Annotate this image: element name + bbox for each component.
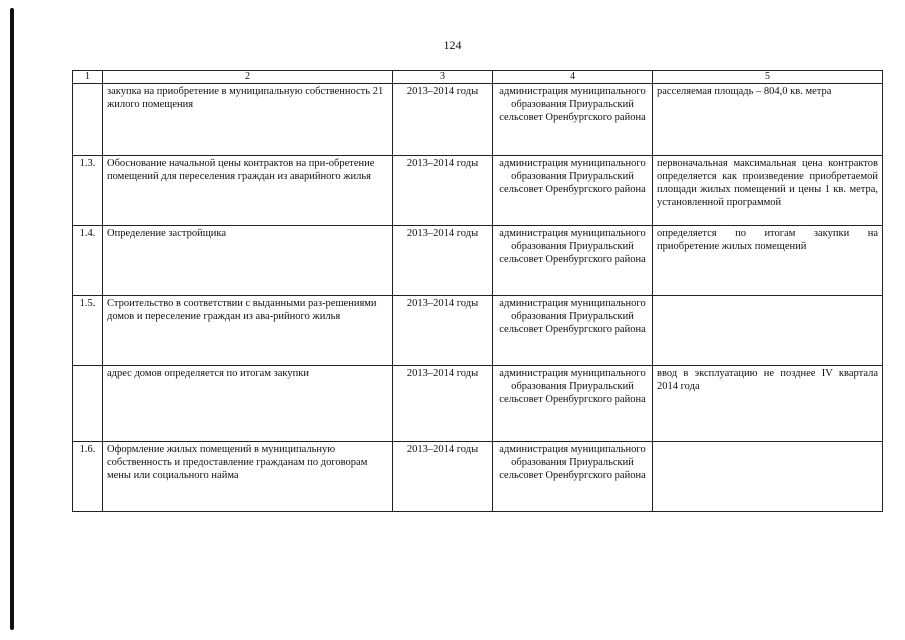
header-cell-5: 5 xyxy=(653,71,883,84)
table-row xyxy=(73,156,883,226)
item-number: 1.6. xyxy=(73,442,103,512)
table-row xyxy=(73,84,883,156)
event-cell: закупка на приобретение в муниципальную собственность 21 жилого помещения xyxy=(103,84,393,156)
executor-cell: администрация муниципального образования Приуральский сельсовет Оренбургского района xyxy=(493,156,653,226)
scan-edge-mark xyxy=(10,8,14,630)
executor-cell: администрация муниципального образования Приуральский сельсовет Оренбургского района xyxy=(493,366,653,442)
event-cell: адрес домов определяется по итогам закупки xyxy=(103,366,393,442)
executor-cell: администрация муниципального образования Приуральский сельсовет Оренбургского района xyxy=(493,84,653,156)
header-cell-1: 1 xyxy=(73,71,103,84)
executor-cell: администрация муниципального образования Приуральский сельсовет Оренбургского района xyxy=(493,296,653,366)
page-number: 124 xyxy=(443,38,462,52)
item-number: 1.5. xyxy=(73,296,103,366)
table-row xyxy=(73,296,883,366)
period-cell: 2013–2014 годы xyxy=(393,366,493,442)
item-number: 1.3. xyxy=(73,156,103,226)
result-cell xyxy=(653,442,883,512)
item-number: 1.4. xyxy=(73,226,103,296)
header-cell-4: 4 xyxy=(493,71,653,84)
header-row xyxy=(73,71,883,84)
event-cell: Определение застройщика xyxy=(103,226,393,296)
program-table xyxy=(72,70,883,512)
result-cell: первоначальная максимальная цена контрактов определяется как произведение приобретаемой площади жилых помещений и цены 1 кв. метра, установленной программой xyxy=(653,156,883,226)
result-cell: определяется по итогам закупки на приобретение жилых помещений xyxy=(653,226,883,296)
result-cell xyxy=(653,296,883,366)
executor-cell: администрация муниципального образования Приуральский сельсовет Оренбургского района xyxy=(493,442,653,512)
period-cell: 2013–2014 годы xyxy=(393,442,493,512)
item-number xyxy=(73,366,103,442)
table-row xyxy=(73,442,883,512)
executor-cell: администрация муниципального образования Приуральский сельсовет Оренбургского района xyxy=(493,226,653,296)
event-cell: Строительство в соответствии с выданными раз-решениями домов и переселение граждан из ава-рийного жилья xyxy=(103,296,393,366)
period-cell: 2013–2014 годы xyxy=(393,226,493,296)
result-cell: ввод в эксплуатацию не позднее IV квартала 2014 года xyxy=(653,366,883,442)
period-cell: 2013–2014 годы xyxy=(393,84,493,156)
result-cell: расселяемая площадь – 804,0 кв. метра xyxy=(653,84,883,156)
item-number xyxy=(73,84,103,156)
table-row xyxy=(73,366,883,442)
period-cell: 2013–2014 годы xyxy=(393,156,493,226)
header-cell-2: 2 xyxy=(103,71,393,84)
event-cell: Оформление жилых помещений в муниципальную собственность и предоставление гражданам по договорам мены или социального найма xyxy=(103,442,393,512)
event-cell: Обоснование начальной цены контрактов на при-обретение помещений для переселения граждан из аварийного жилья xyxy=(103,156,393,226)
period-cell: 2013–2014 годы xyxy=(393,296,493,366)
header-cell-3: 3 xyxy=(393,71,493,84)
table-row xyxy=(73,226,883,296)
